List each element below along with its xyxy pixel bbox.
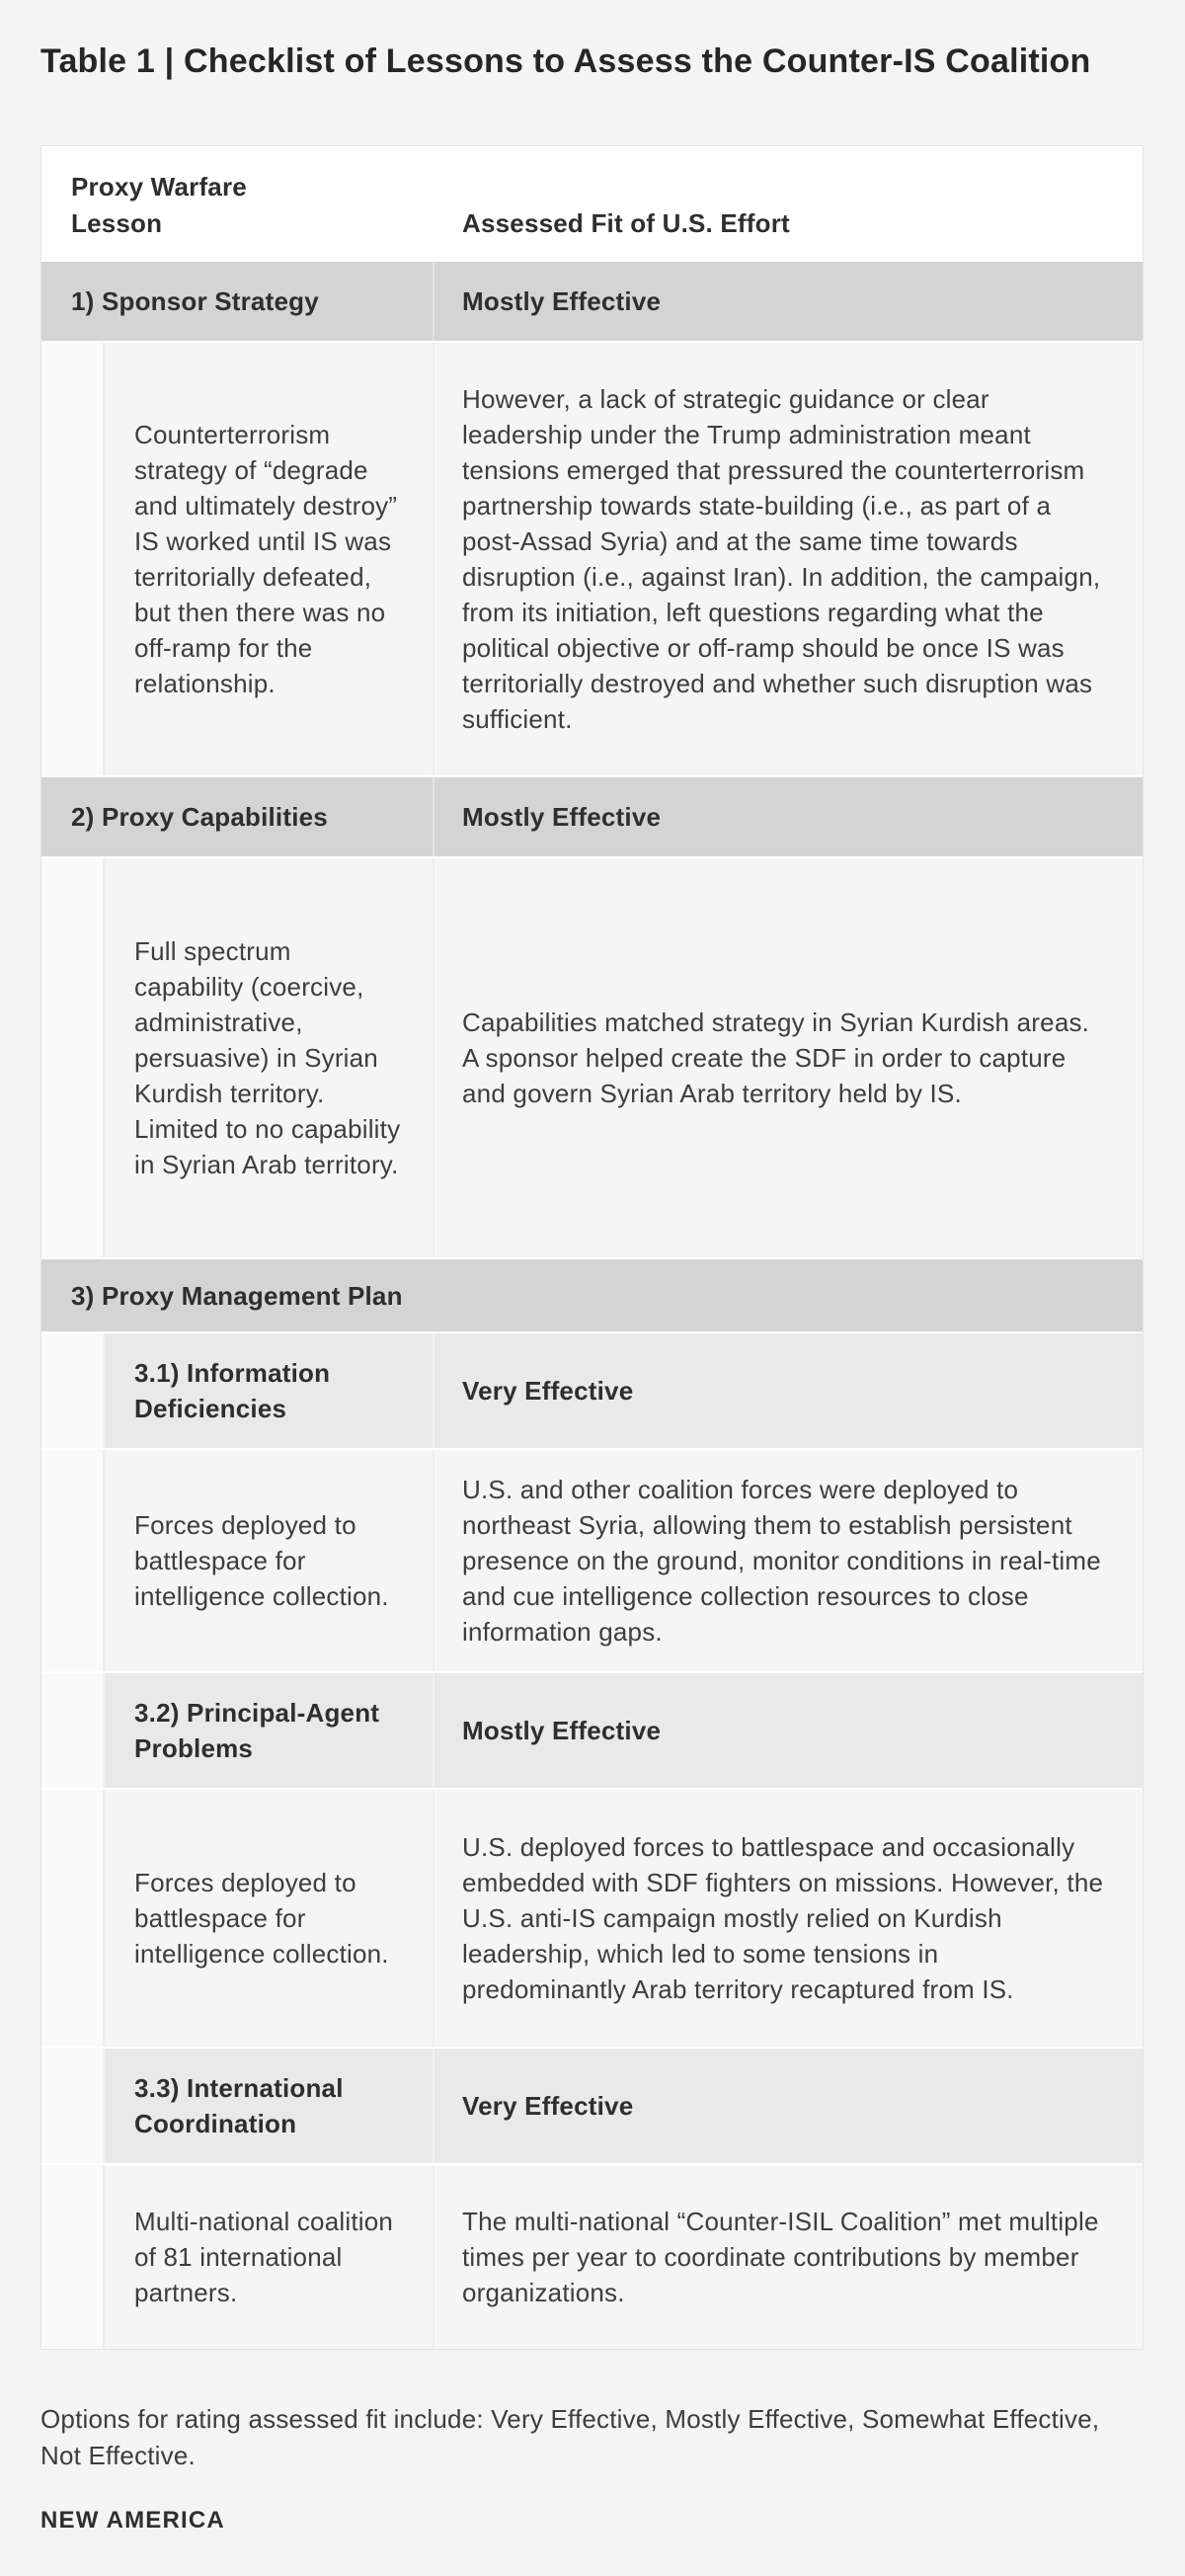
section-fit-cell bbox=[433, 262, 1143, 341]
sub-fit-cell bbox=[433, 1673, 1143, 1788]
table-row bbox=[41, 260, 1143, 341]
table-row bbox=[41, 1448, 1143, 1671]
fit-text: The multi-national “Counter-ISIL Coalition” met multiple times per year to coordinate contributions by member organizations. bbox=[462, 2207, 1099, 2307]
sub-label-cell bbox=[103, 1333, 433, 1448]
sub-label: 3.1) Information Deficiencies bbox=[134, 1358, 331, 1423]
section-label: 3) Proxy Management Plan bbox=[71, 1280, 403, 1311]
lesson-cell bbox=[103, 2165, 433, 2349]
banner-cell bbox=[41, 1259, 1143, 1331]
fit-text: However, a lack of strategic guidance or clear leadership under the Trump administration meant tensions emerged that pressured the counterterrorism partnership towards state-building (i.e., as part of a post-Assad Syria) and at the same time towards disruption (i.e., against Iran). In addition, the campaign, from its initiation, left questions regarding what the political objective or off-ramp should be once IS was territorially destroyed and whether such disruption was sufficient. bbox=[462, 384, 1101, 734]
fit-cell bbox=[433, 858, 1143, 1257]
fit-rating: Mostly Effective bbox=[462, 286, 662, 316]
section-label: 1) Sponsor Strategy bbox=[71, 286, 319, 316]
table-row bbox=[41, 856, 1143, 1257]
fit-cell bbox=[433, 2165, 1143, 2349]
table-row bbox=[41, 1331, 1143, 1448]
indent-cell bbox=[41, 1333, 103, 1448]
lesson-cell bbox=[103, 1790, 433, 2047]
fit-rating: Very Effective bbox=[462, 2091, 634, 2121]
table-row bbox=[41, 2047, 1143, 2163]
lessons-table bbox=[40, 145, 1144, 2350]
lesson-text: Forces deployed to battlespace for intelligence collection. bbox=[134, 1868, 389, 1969]
section-label: 2) Proxy Capabilities bbox=[71, 802, 328, 832]
page-title: Table 1 | Checklist of Lessons to Assess the Counter-IS Coalition bbox=[40, 42, 1091, 80]
fit-rating: Mostly Effective bbox=[462, 802, 662, 832]
sub-label-cell bbox=[103, 2049, 433, 2163]
fit-cell bbox=[433, 1790, 1143, 2047]
sub-fit-cell bbox=[433, 2049, 1143, 2163]
column-header-lesson: Proxy Warfare Lesson bbox=[71, 172, 247, 238]
indent-cell bbox=[41, 1450, 103, 1671]
lesson-cell bbox=[103, 858, 433, 1257]
fit-cell bbox=[433, 1450, 1143, 1671]
fit-text: U.S. deployed forces to battlespace and occasionally embedded with SDF fighters on missions. However, the U.S. anti-IS campaign mostly relied on Kurdish leadership, which led to some tensions in predominantly Arab territory recaptured from IS. bbox=[462, 1832, 1104, 2004]
indent-cell bbox=[41, 2165, 103, 2349]
lesson-cell bbox=[103, 1450, 433, 1671]
indent-cell bbox=[41, 858, 103, 1257]
section-fit-cell bbox=[433, 777, 1143, 856]
sub-label-cell bbox=[103, 1673, 433, 1788]
fit-rating: Very Effective bbox=[462, 1376, 634, 1406]
lesson-text: Counterterrorism strategy of “degrade and ultimately destroy” IS worked until IS was territorially defeated, but then there was no off-ramp for the relationship. bbox=[134, 420, 398, 698]
sub-label: 3.3) International Coordination bbox=[134, 2073, 344, 2138]
section-label-cell bbox=[41, 262, 433, 341]
fit-text: Capabilities matched strategy in Syrian Kurdish areas. A sponsor helped create the SDF in order to capture and govern Syrian Arab territory held by IS. bbox=[462, 1007, 1090, 1108]
lesson-cell bbox=[103, 343, 433, 775]
table-row bbox=[41, 1257, 1143, 1331]
table-row bbox=[41, 341, 1143, 775]
lesson-text: Forces deployed to battlespace for intelligence collection. bbox=[134, 1510, 389, 1611]
section-label-cell bbox=[41, 777, 433, 856]
table-row bbox=[41, 775, 1143, 856]
lesson-text: Full spectrum capability (coercive, administrative, persuasive) in Syrian Kurdish territory. Limited to no capability in Syrian Arab territory. bbox=[134, 936, 401, 1179]
new-america-logo: NEW AMERICA bbox=[40, 2507, 225, 2534]
column-header-fit: Assessed Fit of U.S. Effort bbox=[462, 208, 790, 238]
lesson-text: Multi-national coalition of 81 international partners. bbox=[134, 2207, 394, 2307]
indent-cell bbox=[41, 2049, 103, 2163]
fit-text: U.S. and other coalition forces were deployed to northeast Syria, allowing them to establish persistent presence on the ground, monitor conditions in real-time and cue intelligence collection resources to close information gaps. bbox=[462, 1475, 1101, 1647]
table-row bbox=[41, 1671, 1143, 1788]
indent-cell bbox=[41, 1790, 103, 2047]
fit-cell bbox=[433, 343, 1143, 775]
table-row bbox=[41, 1788, 1143, 2047]
sub-fit-cell bbox=[433, 1333, 1143, 1448]
table-header-row bbox=[41, 146, 1143, 260]
fit-rating: Mostly Effective bbox=[462, 1716, 662, 1745]
sub-label: 3.2) Principal-Agent Problems bbox=[134, 1698, 380, 1763]
column-header-lesson-cell bbox=[41, 146, 433, 260]
indent-cell bbox=[41, 343, 103, 775]
rating-options-footnote: Options for rating assessed fit include: Very Effective, Mostly Effective, Somewhat Effective, Not Effective. bbox=[40, 2404, 1100, 2470]
indent-cell bbox=[41, 1673, 103, 1788]
table-row bbox=[41, 2163, 1143, 2349]
column-header-fit-cell bbox=[433, 146, 1143, 260]
